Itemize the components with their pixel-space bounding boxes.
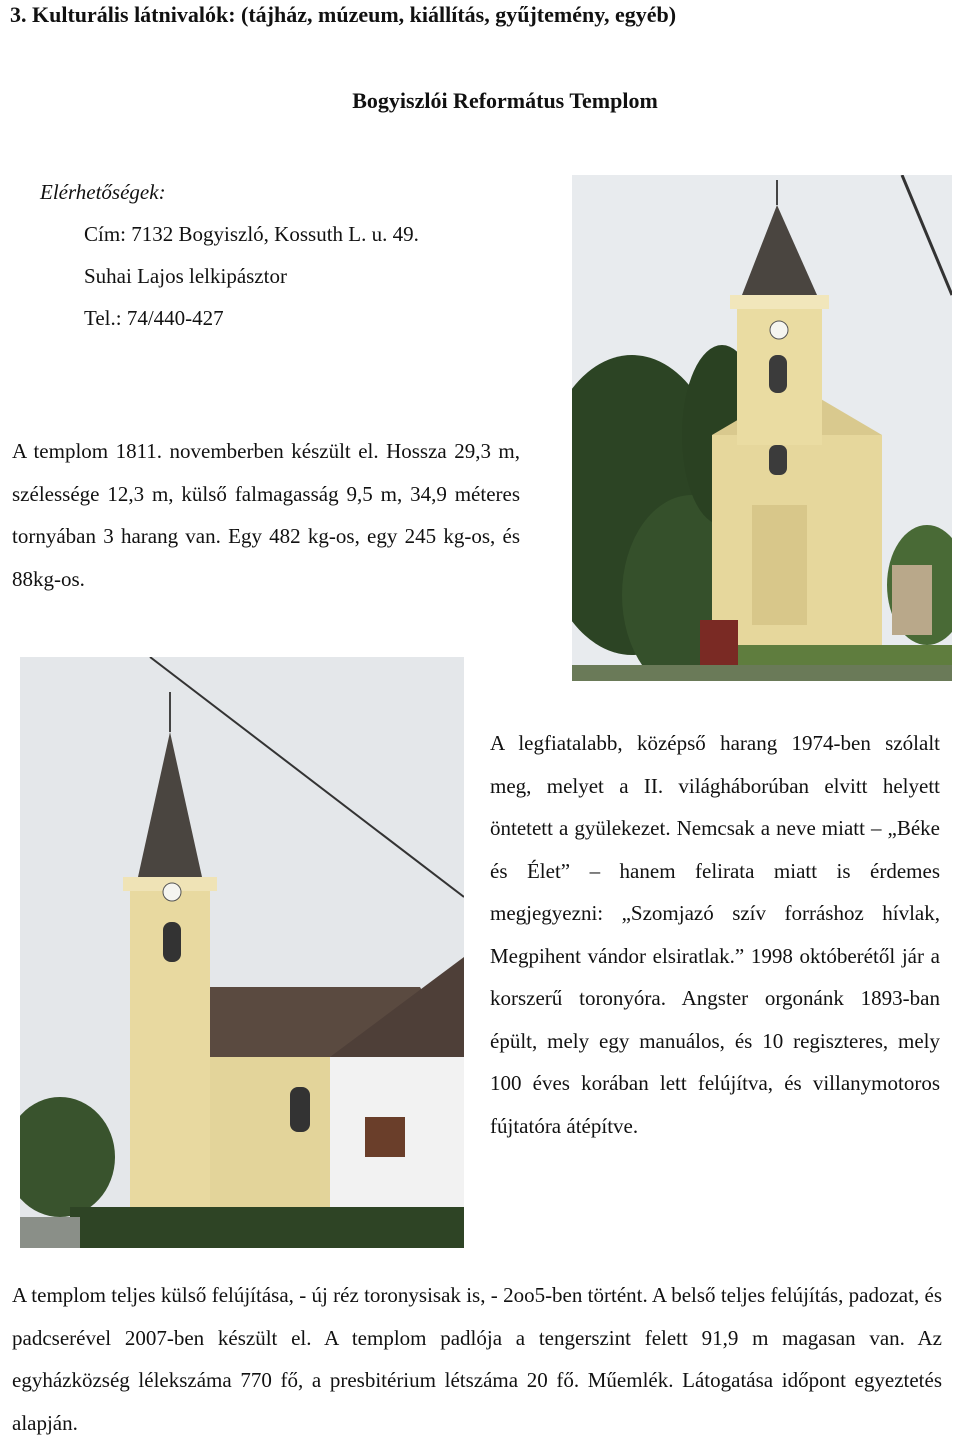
contact-address: Cím: 7132 Bogyiszló, Kossuth L. u. 49. (84, 222, 419, 246)
paragraph-renovation: A templom teljes külső felújítása, - új réz toronysisak is, - 2oo5-ben történt. A belső teljes felújítás, padozat, és padcserével 2007-ben készült el. A templom padlója a tengerszint felett 91,9 m magasan van. Az egyházközség lélekszáma 770 fő, a presbitérium létszáma 20 fő. Műemlék. Látogatása időpont egyeztetés alapján. (12, 1283, 942, 1435)
church-photo-side (20, 657, 464, 1248)
paragraph-history: A templom 1811. novemberben készült el. Hossza 29,3 m, szélessége 12,3 m, külső falmagasság 9,5 m, 34,9 méteres tornyában 3 harang van. Egy 482 kg-os, egy 245 kg-os, és 88kg-os. (12, 439, 520, 591)
church-photo-front (572, 175, 952, 681)
section-heading: 3. Kulturális látnivalók: (tájház, múzeum, kiállítás, gyűjtemény, egyéb) (10, 2, 677, 27)
contacts-label: Elérhetőségek: (40, 180, 166, 204)
page-title: Bogyiszlói Református Templom (352, 88, 658, 113)
paragraph-bells: A legfiatalabb, középső harang 1974-ben szólalt meg, melyet a II. világháborúban elvitt helyett öntetett a gyülekezet. Nemcsak a neve miatt – „Béke és Élet” – hanem felirata miatt is érdemes megjegyezni: „Szomjazó szív forráshoz hívlak, Megpihent vándor elsiratlak.” 1998 októberétől jár a korszerű toronyóra. Angster orgonánk 1893-ban épült, mely egy manuálos, és 10 regiszteres, mely 100 éves korában lett felújítva, és villanymotoros fújtatóra átépítve. (490, 731, 940, 1138)
contact-pastor: Suhai Lajos lelkipásztor (84, 264, 287, 288)
contact-phone: Tel.: 74/440-427 (84, 306, 224, 330)
